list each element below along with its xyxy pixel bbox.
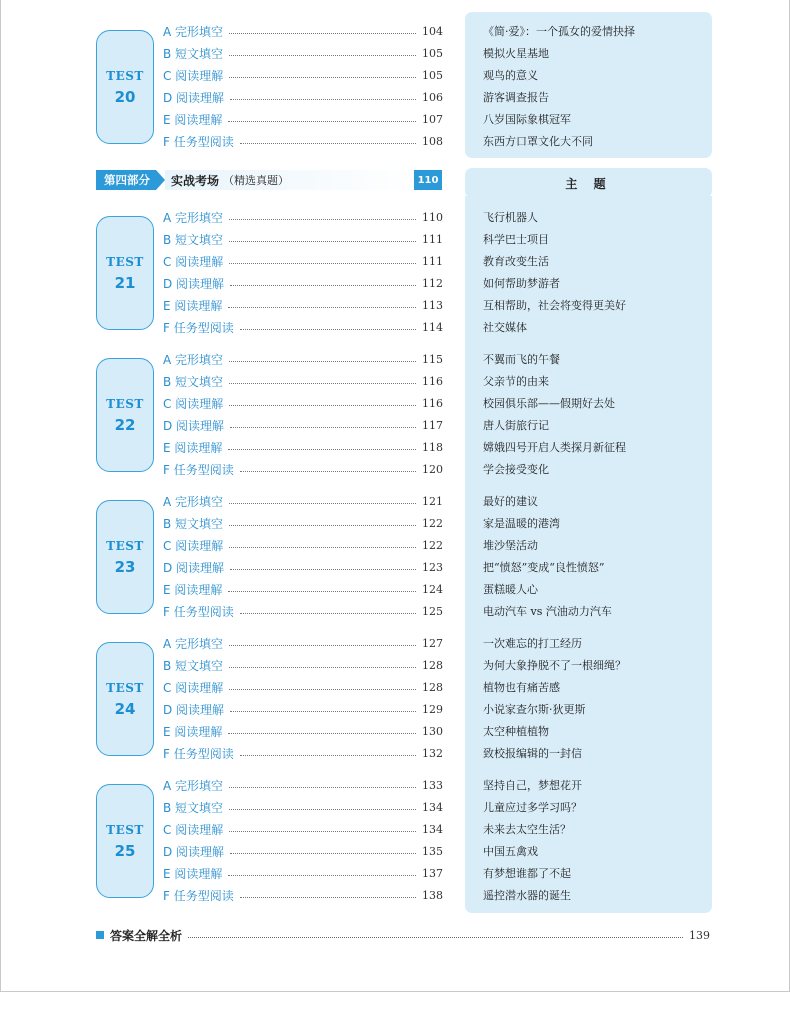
dot-leader: [230, 711, 416, 712]
topic-title: 父亲节的由来: [483, 375, 549, 388]
topic-title: 东西方口罩文化大不同: [483, 135, 593, 148]
toc-item-label: B 短文填空: [163, 46, 224, 61]
toc-item-page: 105: [422, 68, 443, 82]
toc-item[interactable]: [163, 490, 443, 512]
dot-leader: [229, 809, 416, 810]
topic-title: 遥控潜水器的诞生: [483, 889, 571, 902]
part-header: [96, 170, 442, 190]
test-number: 24: [114, 699, 136, 718]
toc-item-page: 123: [422, 560, 443, 574]
toc-item[interactable]: [163, 632, 443, 654]
topic-title: 最好的建议: [483, 495, 538, 508]
toc-item-page: 133: [422, 778, 443, 792]
toc-item-label: F 任务型阅读: [163, 746, 234, 761]
dot-leader: [229, 645, 416, 646]
toc-item-page: 116: [422, 374, 443, 388]
topic-title: 社交媒体: [483, 321, 527, 334]
toc-item-label: F 任务型阅读: [163, 134, 234, 149]
dot-leader: [229, 77, 416, 78]
toc-item-page: 118: [422, 440, 443, 454]
toc-item-page: 116: [422, 396, 443, 410]
toc-item-page: 132: [422, 746, 443, 760]
toc-item-page: 111: [422, 232, 443, 246]
toc-item[interactable]: [163, 108, 443, 130]
toc-item-label: E 阅读理解: [163, 866, 223, 881]
toc-item[interactable]: [163, 534, 443, 556]
dot-leader: [229, 405, 416, 406]
dot-leader: [228, 307, 416, 308]
test-number: 25: [114, 841, 136, 860]
dot-leader: [230, 99, 416, 100]
toc-item-label: A 完形填空: [163, 636, 224, 651]
toc-item[interactable]: [163, 316, 443, 338]
toc-item-page: 129: [422, 702, 443, 716]
topic-title: 家是温暖的港湾: [483, 517, 560, 530]
toc-item-label: C 阅读理解: [163, 538, 224, 553]
topic-title: 蛋糕暖人心: [483, 583, 538, 596]
toc-item[interactable]: [163, 840, 443, 862]
toc-item-page: 130: [422, 724, 443, 738]
toc-item-page: 112: [422, 276, 443, 290]
part-title-main: 实战考场: [171, 173, 220, 188]
toc-item[interactable]: [163, 512, 443, 534]
topic-title: 教育改变生活: [483, 255, 549, 268]
dot-leader: [228, 875, 416, 876]
toc-item-page: 111: [422, 254, 443, 268]
toc-item[interactable]: [163, 370, 443, 392]
test-word: TEST: [106, 538, 144, 553]
toc-item-page: 106: [422, 90, 443, 104]
dot-leader: [240, 613, 416, 614]
toc-item[interactable]: [163, 294, 443, 316]
toc-item[interactable]: [163, 250, 443, 272]
theme-header: 主 题: [465, 168, 712, 198]
toc-item-page: 124: [422, 582, 443, 596]
part-title-sub: （精选真题）: [223, 174, 290, 187]
test-badge: [96, 358, 154, 472]
toc-item-label: C 阅读理解: [163, 68, 224, 83]
test-word: TEST: [106, 254, 144, 269]
topic-title: 嫦娥四号开启人类探月新征程: [483, 441, 626, 454]
toc-item-label: B 短文填空: [163, 374, 224, 389]
topic-title: 模拟火星基地: [483, 47, 549, 60]
toc-item[interactable]: [163, 20, 443, 42]
topic-title: 堆沙堡活动: [483, 539, 538, 552]
test-badge: [96, 500, 154, 614]
toc-item-label: E 阅读理解: [163, 440, 223, 455]
toc-item-label: E 阅读理解: [163, 298, 223, 313]
toc-item-label: A 完形填空: [163, 210, 224, 225]
topic-title: 如何帮助梦游者: [483, 277, 560, 290]
topic-title: 植物也有痛苦感: [483, 681, 560, 694]
toc-item[interactable]: [163, 206, 443, 228]
toc-item[interactable]: [163, 884, 443, 906]
toc-item-page: 105: [422, 46, 443, 60]
toc-item-label: D 阅读理解: [163, 844, 225, 859]
toc-item[interactable]: [163, 436, 443, 458]
dot-leader: [240, 471, 416, 472]
toc-item[interactable]: [163, 862, 443, 884]
dot-leader: [228, 591, 416, 592]
toc-item-label: A 完形填空: [163, 352, 224, 367]
topic-title: 飞行机器人: [483, 211, 538, 224]
test-word: TEST: [106, 396, 144, 411]
toc-item-page: 134: [422, 822, 443, 836]
toc-item-page: 128: [422, 680, 443, 694]
dot-leader: [229, 831, 416, 832]
dot-leader: [230, 853, 416, 854]
test-number: 21: [114, 273, 136, 292]
dot-leader: [188, 937, 683, 938]
test-badge: [96, 30, 154, 144]
toc-item-label: C 阅读理解: [163, 822, 224, 837]
toc-item-label: D 阅读理解: [163, 560, 225, 575]
test-word: TEST: [106, 680, 144, 695]
toc-item[interactable]: [163, 600, 443, 622]
topic-title: 未来去太空生活？: [483, 823, 571, 836]
toc-item-label: B 短文填空: [163, 232, 224, 247]
topic-title: 学会接受变化: [483, 463, 549, 476]
dot-leader: [229, 383, 416, 384]
toc-item-label: F 任务型阅读: [163, 462, 234, 477]
toc-item-label: D 阅读理解: [163, 276, 225, 291]
toc-item[interactable]: [163, 414, 443, 436]
toc-item-label: F 任务型阅读: [163, 604, 234, 619]
toc-item-page: 110: [422, 210, 443, 224]
toc-item-label: F 任务型阅读: [163, 320, 234, 335]
toc-item[interactable]: [163, 818, 443, 840]
toc-item-page: 121: [422, 494, 443, 508]
topic-title: 为何大象挣脱不了一根细绳？: [483, 659, 626, 672]
dot-leader: [229, 689, 416, 690]
dot-leader: [229, 263, 416, 264]
toc-item-label: C 阅读理解: [163, 254, 224, 269]
part-arrow-icon: [156, 170, 165, 190]
toc-item-page: 115: [422, 352, 443, 366]
topic-title: 八岁国际象棋冠军: [483, 113, 571, 126]
toc-item[interactable]: [163, 578, 443, 600]
toc-item-page: 122: [422, 538, 443, 552]
toc-item-page: 107: [422, 112, 443, 126]
topic-title: 儿童应过多学习吗？: [483, 801, 582, 814]
toc-item-label: A 完形填空: [163, 778, 224, 793]
topic-title: 观鸟的意义: [483, 69, 538, 82]
dot-leader: [240, 143, 416, 144]
toc-item-label: A 完形填空: [163, 494, 224, 509]
dot-leader: [230, 569, 416, 570]
toc-item[interactable]: [163, 796, 443, 818]
dot-leader: [229, 525, 416, 526]
toc-item-page: 120: [422, 462, 443, 476]
dot-leader: [230, 285, 416, 286]
test-badge: [96, 784, 154, 898]
toc-item-page: 134: [422, 800, 443, 814]
dot-leader: [229, 547, 416, 548]
toc-item-page: 135: [422, 844, 443, 858]
square-bullet-icon: [96, 931, 104, 939]
toc-item-label: F 任务型阅读: [163, 888, 234, 903]
dot-leader: [230, 427, 416, 428]
dot-leader: [229, 667, 416, 668]
toc-item-label: C 阅读理解: [163, 680, 224, 695]
toc-item-label: B 短文填空: [163, 658, 224, 673]
topic-title: 太空种植植物: [483, 725, 549, 738]
topic-title: 互相帮助，社会将变得更美好: [483, 299, 626, 312]
toc-item-label: D 阅读理解: [163, 702, 225, 717]
test-number: 22: [114, 415, 136, 434]
toc-item[interactable]: [163, 458, 443, 480]
test-word: TEST: [106, 822, 144, 837]
dot-leader: [229, 241, 416, 242]
part-tag: 第四部分: [96, 170, 156, 190]
toc-item[interactable]: [163, 348, 443, 370]
test-word: TEST: [106, 68, 144, 83]
toc-item-page: 122: [422, 516, 443, 530]
topic-title: 致校报编辑的一封信: [483, 747, 582, 760]
toc-item-page: 113: [422, 298, 443, 312]
topic-title: 游客调查报告: [483, 91, 549, 104]
dot-leader: [240, 755, 416, 756]
toc-item-label: A 完形填空: [163, 24, 224, 39]
toc-item[interactable]: [163, 228, 443, 250]
dot-leader: [240, 897, 416, 898]
toc-item-label: D 阅读理解: [163, 418, 225, 433]
toc-item[interactable]: [163, 130, 443, 152]
toc-item-page: 137: [422, 866, 443, 880]
topic-title: 电动汽车 vs 汽油动力汽车: [483, 605, 612, 618]
toc-item-label: B 短文填空: [163, 516, 224, 531]
dot-leader: [229, 33, 416, 34]
topic-title: 把“愤怒”变成“良性愤怒”: [483, 561, 605, 574]
test-badge: [96, 642, 154, 756]
answer-key-entry[interactable]: [96, 926, 710, 944]
toc-item-page: 128: [422, 658, 443, 672]
dot-leader: [229, 55, 416, 56]
dot-leader: [240, 329, 416, 330]
topic-title: 有梦想谁都了不起: [483, 867, 571, 880]
toc-item-page: 127: [422, 636, 443, 650]
toc-item[interactable]: [163, 42, 443, 64]
toc-item[interactable]: [163, 720, 443, 742]
toc-item[interactable]: [163, 392, 443, 414]
topic-title: 中国五禽戏: [483, 845, 538, 858]
dot-leader: [229, 219, 416, 220]
toc-item-page: 108: [422, 134, 443, 148]
toc-item-page: 138: [422, 888, 443, 902]
toc-item-label: C 阅读理解: [163, 396, 224, 411]
topic-title: 唐人街旅行记: [483, 419, 549, 432]
dot-leader: [229, 787, 416, 788]
topic-title: 不翼而飞的午餐: [483, 353, 560, 366]
toc-item-label: E 阅读理解: [163, 582, 223, 597]
toc-item[interactable]: [163, 64, 443, 86]
toc-item[interactable]: [163, 556, 443, 578]
dot-leader: [228, 733, 416, 734]
toc-item[interactable]: [163, 774, 443, 796]
dot-leader: [229, 503, 416, 504]
toc-item-label: E 阅读理解: [163, 112, 223, 127]
toc-item-page: 104: [422, 24, 443, 38]
dot-leader: [228, 121, 416, 122]
toc-item[interactable]: [163, 272, 443, 294]
toc-item-label: E 阅读理解: [163, 724, 223, 739]
topic-title: 校园俱乐部——假期好去处: [483, 397, 615, 410]
toc-item-page: 125: [422, 604, 443, 618]
topic-title: 《简·爱》：一个孤女的爱情抉择: [483, 25, 635, 38]
test-badge: [96, 216, 154, 330]
dot-leader: [228, 449, 416, 450]
answer-key-page: 139: [689, 928, 710, 942]
test-number: 20: [114, 87, 136, 106]
toc-item[interactable]: [163, 698, 443, 720]
test-number: 23: [114, 557, 136, 576]
toc-item[interactable]: [163, 742, 443, 764]
topic-title: 坚持自己，梦想花开: [483, 779, 582, 792]
part-title: [165, 170, 414, 190]
toc-item[interactable]: [163, 676, 443, 698]
toc-item-page: 117: [422, 418, 443, 432]
answer-key-label: 答案全解全析: [110, 928, 183, 943]
toc-item[interactable]: [163, 86, 443, 108]
dot-leader: [229, 361, 416, 362]
topic-title: 科学巴士项目: [483, 233, 549, 246]
toc-item-label: D 阅读理解: [163, 90, 225, 105]
part-page-number: 110: [414, 170, 442, 190]
toc-item-label: B 短文填空: [163, 800, 224, 815]
topic-title: 一次难忘的打工经历: [483, 637, 582, 650]
topic-title: 小说家查尔斯·狄更斯: [483, 703, 586, 716]
toc-item-page: 114: [422, 320, 443, 334]
toc-item[interactable]: [163, 654, 443, 676]
